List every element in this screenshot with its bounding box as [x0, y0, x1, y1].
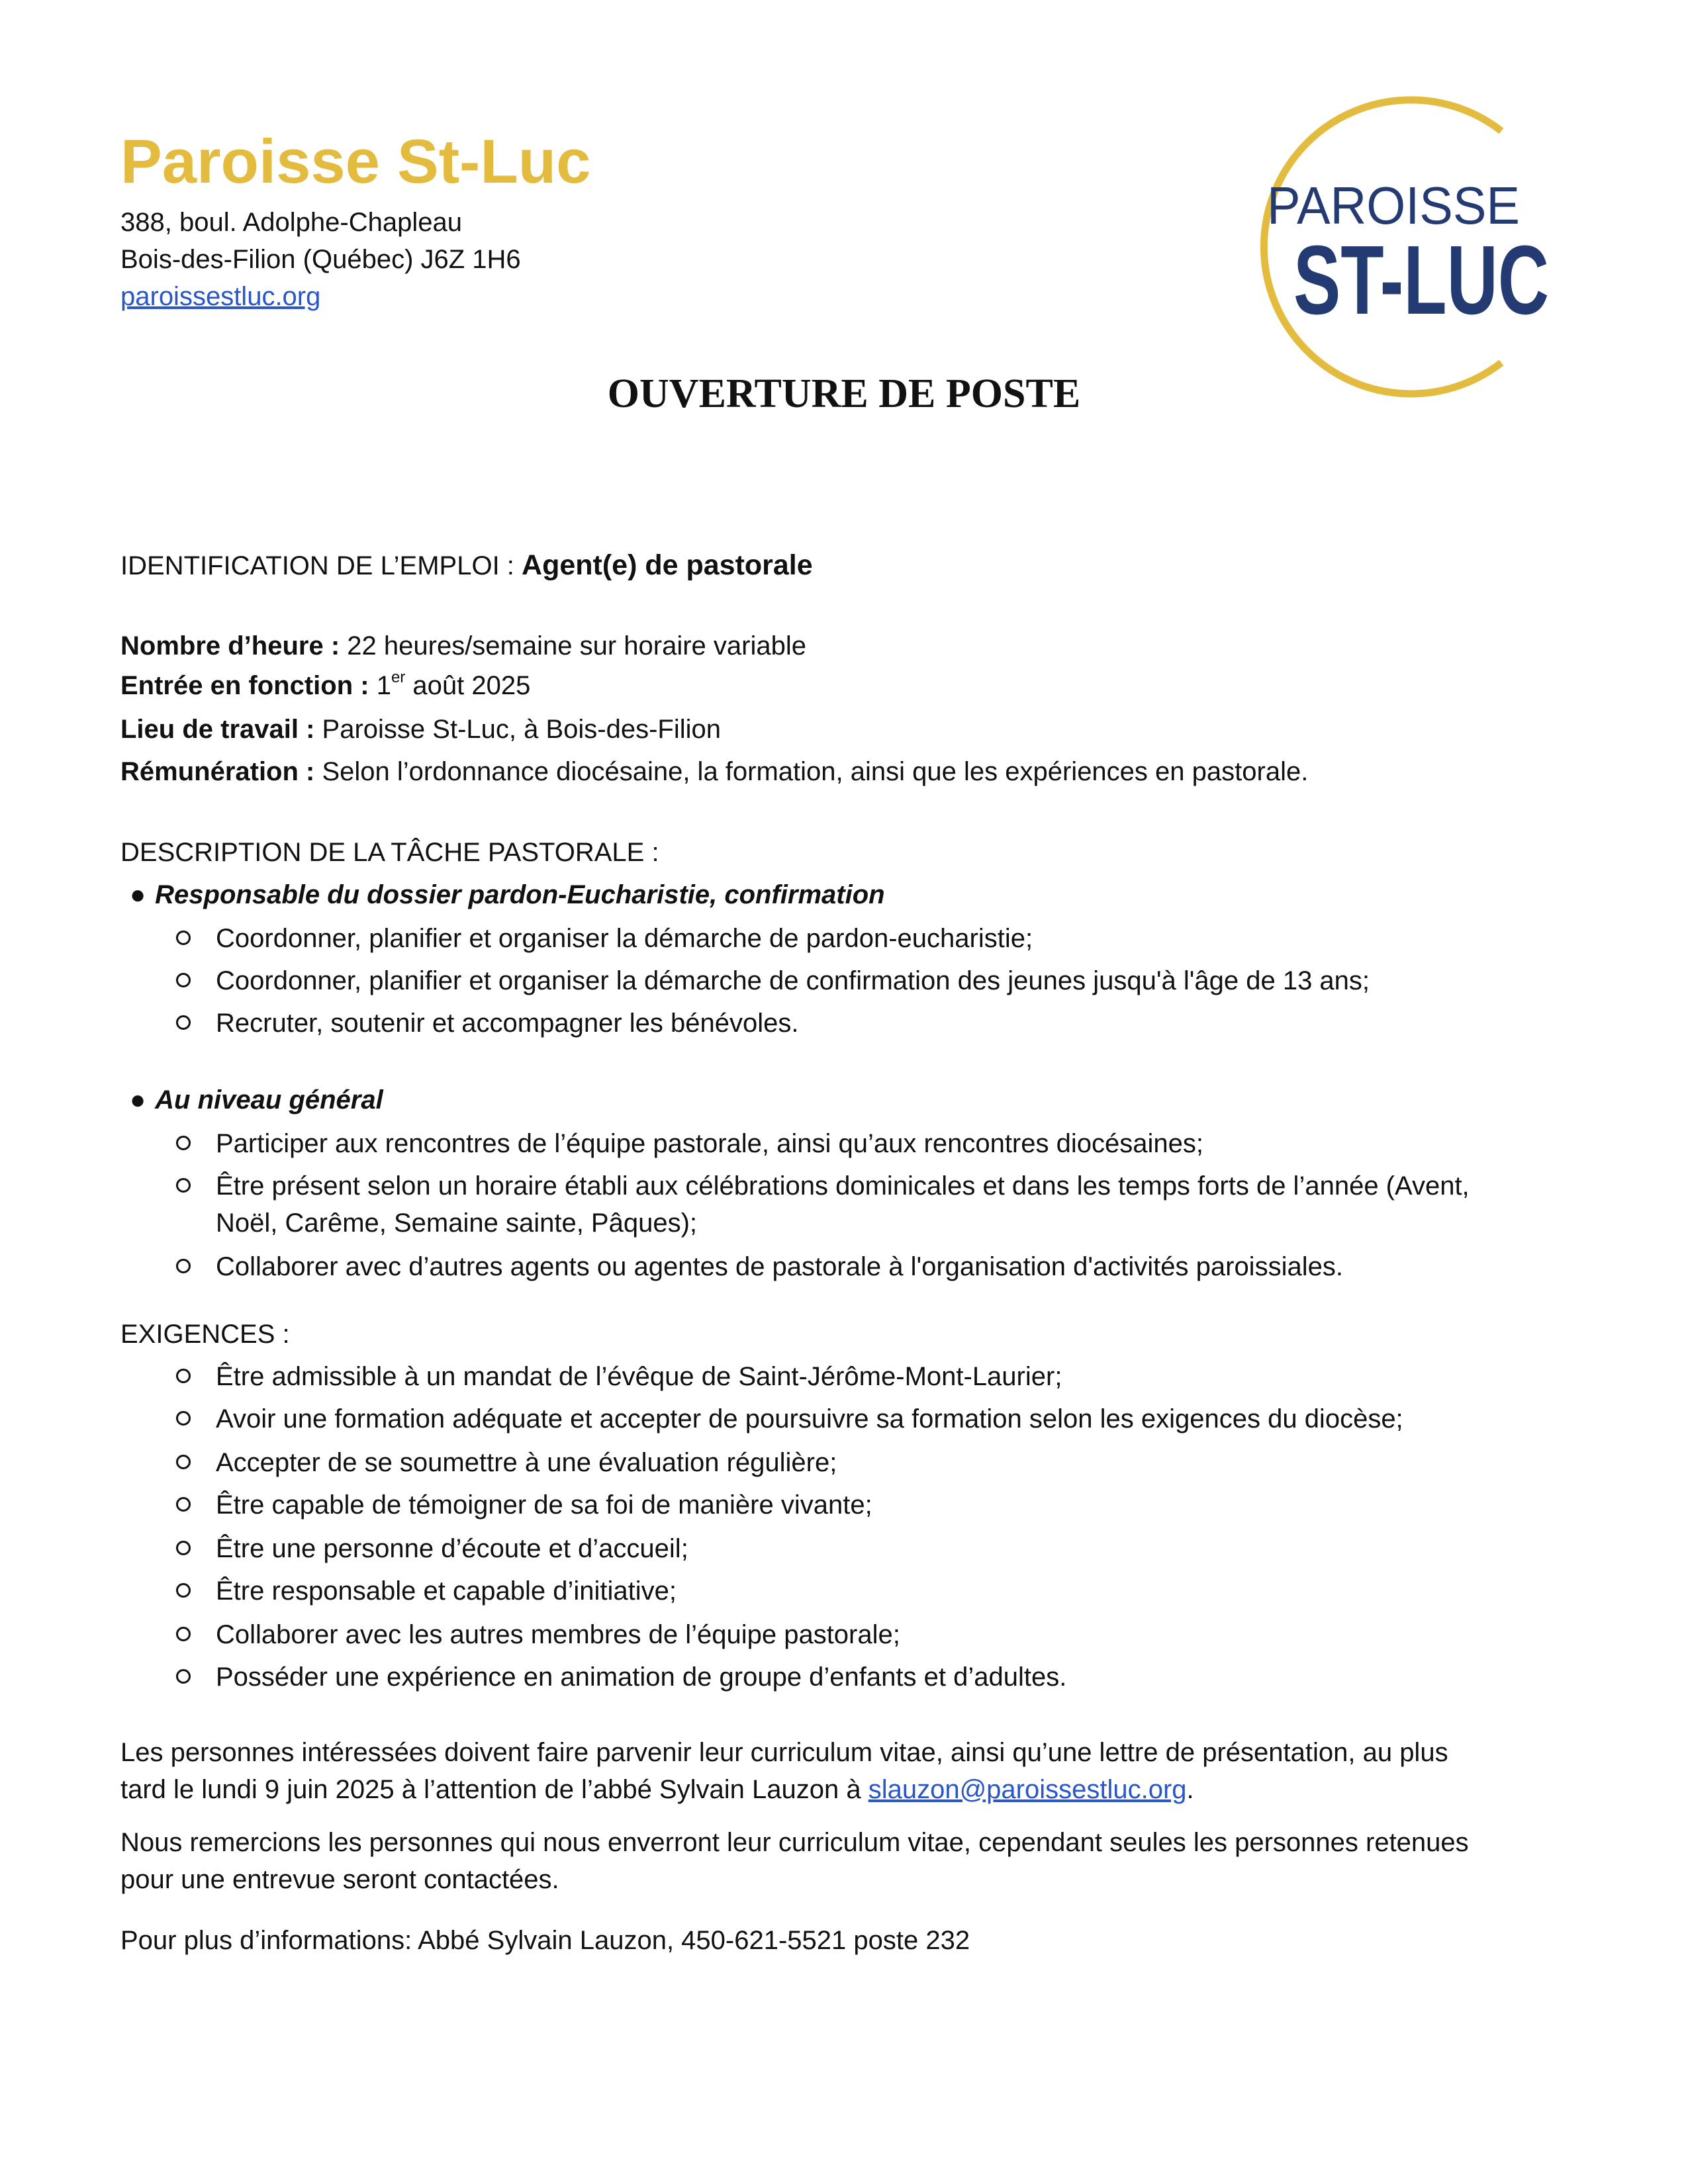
pay-row: [120, 757, 1308, 787]
hours-label: Nombre d’heure :: [120, 631, 340, 660]
circle-bullet-icon: [176, 1583, 191, 1598]
job-title: Agent(e) de pastorale: [522, 549, 813, 581]
place-row: [120, 715, 721, 745]
start-day: 1: [376, 671, 391, 700]
group-2-heading: [130, 1085, 383, 1115]
website-link[interactable]: paroissestluc.org: [120, 282, 321, 311]
circle-bullet-icon: [176, 1497, 191, 1512]
circle-bullet-icon: [176, 1259, 191, 1273]
circle-bullet-icon: [176, 1178, 191, 1193]
place-label: Lieu de travail :: [120, 715, 315, 744]
circle-bullet-icon: [176, 931, 191, 945]
pay-label: Rémunération :: [120, 757, 315, 786]
bullet-icon: ●: [130, 880, 146, 909]
parish-name: Paroisse St-Luc: [120, 126, 591, 196]
hours-row: [120, 631, 806, 661]
description-heading: DESCRIPTION DE LA TÂCHE PASTORALE :: [120, 838, 659, 867]
thanks-paragraph: [120, 1824, 1564, 1898]
circle-bullet-icon: [176, 1411, 191, 1426]
hours-value: 22 heures/semaine sur horaire variable: [347, 631, 806, 660]
start-sup: er: [391, 668, 406, 686]
circle-bullet-icon: [176, 1541, 191, 1555]
application-line-2: tard le lundi 9 juin 2025 à l’attention de l’abbé Sylvain Lauzon à slauzon@paroissestluc.org.: [120, 1775, 1194, 1804]
requirements-heading: EXIGENCES :: [120, 1320, 290, 1349]
address-line-1: 388, boul. Adolphe-Chapleau: [120, 208, 462, 237]
contact-info: Pour plus d’informations: Abbé Sylvain Lauzon, 450-621-5521 poste 232: [120, 1926, 970, 1955]
thanks-line-1: Nous remercions les personnes qui nous enverront leur curriculum vitae, cependant seules les personnes retenues: [120, 1828, 1469, 1857]
application-line-1: Les personnes intéressées doivent faire parvenir leur curriculum vitae, ainsi qu’une lettre de présentation, au plus: [120, 1738, 1448, 1767]
circle-bullet-icon: [176, 1136, 191, 1150]
group-1-heading: [130, 880, 885, 910]
start-rest: août 2025: [412, 671, 531, 700]
pay-value: Selon l’ordonnance diocésaine, la formation, ainsi que les expériences en pastorale.: [322, 757, 1309, 786]
start-row: [120, 668, 531, 701]
parish-logo: [1237, 85, 1561, 409]
start-label: Entrée en fonction :: [120, 671, 369, 700]
logo-text-line1: PAROISSE: [1267, 176, 1520, 235]
bullet-icon: ●: [130, 1085, 146, 1115]
email-link[interactable]: slauzon@paroissestluc.org: [868, 1775, 1187, 1804]
page-title: OUVERTURE DE POSTE: [607, 371, 1081, 416]
application-paragraph: [120, 1734, 1564, 1808]
job-identification: [120, 549, 813, 582]
circle-bullet-icon: [176, 1669, 191, 1684]
circle-bullet-icon: [176, 1627, 191, 1641]
circle-bullet-icon: [176, 1015, 191, 1030]
job-identification-label: IDENTIFICATION DE L’EMPLOI :: [120, 551, 514, 580]
thanks-line-2: pour une entrevue seront contactées.: [120, 1865, 559, 1894]
circle-bullet-icon: [176, 1369, 191, 1383]
group-2-title: Au niveau général: [155, 1085, 383, 1115]
circle-bullet-icon: [176, 1455, 191, 1469]
logo-text-line2: ST-LUC: [1293, 226, 1549, 335]
circle-bullet-icon: [176, 973, 191, 987]
address-line-2: Bois-des-Filion (Québec) J6Z 1H6: [120, 245, 521, 274]
group-1-title: Responsable du dossier pardon-Eucharistie, confirmation: [155, 880, 885, 909]
place-value: Paroisse St-Luc, à Bois-des-Filion: [322, 715, 722, 744]
